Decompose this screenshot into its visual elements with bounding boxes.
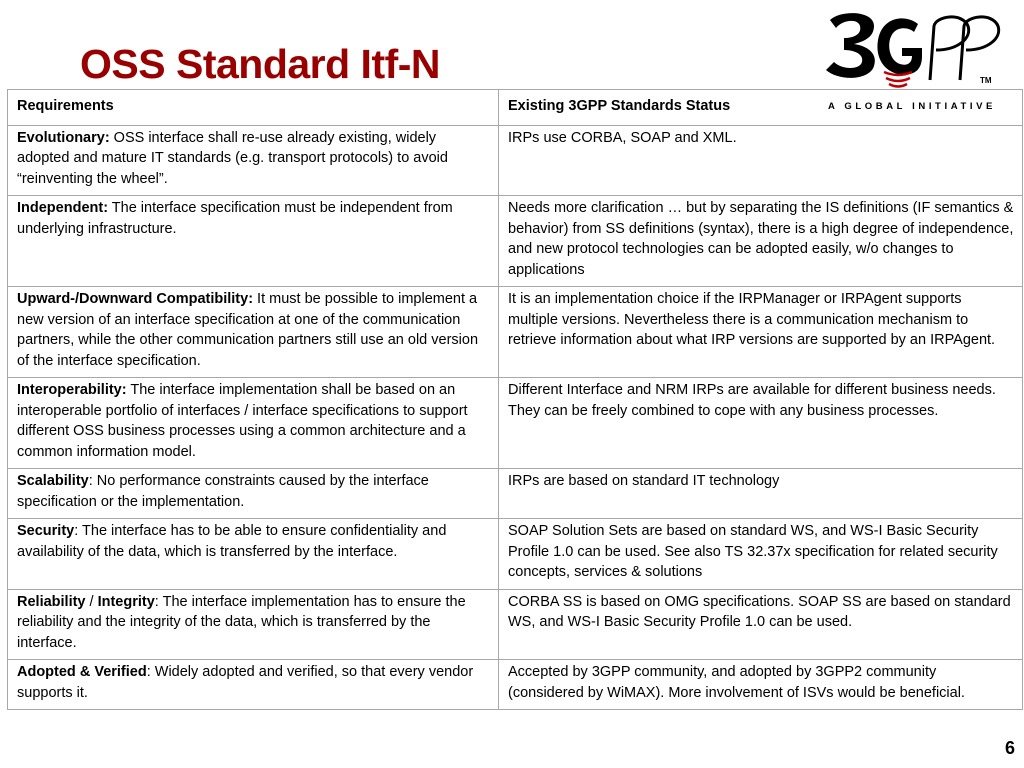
requirement-cell bbox=[8, 287, 499, 378]
status-cell: Accepted by 3GPP community, and adopted by 3GPP2 community (considered by WiMAX). More involvement of ISVs would be beneficial. bbox=[499, 660, 1023, 710]
header-requirements: Requirements bbox=[8, 90, 499, 126]
requirement-term-2: Integrity bbox=[97, 593, 155, 610]
requirement-cell bbox=[8, 660, 499, 710]
requirement-term: Security bbox=[17, 523, 75, 539]
requirement-cell bbox=[8, 378, 499, 469]
requirement-term: Upward-/Downward Compatibility: bbox=[17, 291, 254, 307]
requirement-text: : The interface implementation has to ensure the reliability and the integrity of the data, which is transferred by the interface. bbox=[17, 593, 466, 651]
requirement-term: Scalability bbox=[17, 473, 89, 489]
logo-tagline: A GLOBAL INITIATIVE bbox=[828, 101, 996, 112]
status-cell: IRPs are based on standard IT technology bbox=[499, 469, 1023, 519]
requirement-term: Adopted & Verified bbox=[17, 664, 147, 680]
requirement-term: Evolutionary: bbox=[17, 129, 110, 146]
page-number: 6 bbox=[1004, 738, 1015, 758]
requirement-text: OSS interface shall re-use already existing, widely adopted and mature IT standards (e.g. transport protocols) to avoid “reinventing the wheel”. bbox=[17, 129, 448, 187]
status-cell: Needs more clarification … but by separating the IS definitions (IF semantics & behavior) from SS definitions (syntax), there is a high degree of independence, and new protocol technologies can be adopted easily, w/o changes to applications bbox=[499, 196, 1023, 287]
table-row bbox=[8, 660, 1023, 710]
requirement-cell bbox=[8, 125, 499, 196]
requirement-text: It must be possible to implement a new version of an interface specification at one of the communication partners, while the other communication partners still use an old version of the interface specification. bbox=[17, 291, 479, 369]
requirement-cell bbox=[8, 589, 499, 660]
requirement-term: Interoperability: bbox=[17, 382, 127, 398]
status-cell: IRPs use CORBA, SOAP and XML. bbox=[499, 125, 1023, 196]
requirement-term: Reliability bbox=[17, 593, 86, 610]
requirement-cell bbox=[8, 469, 499, 519]
requirements-table bbox=[7, 89, 1023, 710]
requirement-text: The interface implementation shall be based on an interoperable portfolio of interfaces / interface specifications to support different OSS business processes using a common architecture and a common information model. bbox=[17, 382, 468, 460]
slide-title: OSS Standard Itf-N bbox=[80, 41, 441, 87]
requirement-text: The interface specification must be independent from underlying infrastructure. bbox=[17, 200, 453, 237]
status-cell: It is an implementation choice if the IRPManager or IRPAgent supports multiple versions. Nevertheless there is a communication mechanism to retrieve information about what IRP versions are supported by an IRPAgent. bbox=[499, 287, 1023, 378]
requirement-term-separator: / bbox=[85, 593, 98, 610]
status-cell: CORBA SS is based on OMG specifications. SOAP SS are based on standard WS, and WS-I Basic Security Profile 1.0 can be used. bbox=[499, 589, 1023, 660]
status-cell: Different Interface and NRM IRPs are available for different business needs. They can be freely combined to cope with any business processes. bbox=[499, 378, 1023, 469]
header-status: Existing 3GPP Standards Status bbox=[499, 90, 1023, 126]
requirement-text: : The interface has to be able to ensure confidentiality and availability of the data, which is transferred by the interface. bbox=[17, 523, 447, 560]
requirement-text: : No performance constraints caused by the interface specification or the implementation. bbox=[17, 473, 429, 510]
status-cell: SOAP Solution Sets are based on standard WS, and WS-I Basic Security Profile 1.0 can be used. See also TS 32.37x specification for related security concepts, services & solutions bbox=[499, 519, 1023, 590]
table-header-row bbox=[8, 90, 1023, 126]
requirement-cell bbox=[8, 519, 499, 590]
requirement-term: Independent: bbox=[17, 200, 109, 216]
table-row bbox=[8, 196, 1023, 287]
table-row bbox=[8, 589, 1023, 660]
table-row bbox=[8, 125, 1023, 196]
table-row bbox=[8, 287, 1023, 378]
table-row bbox=[8, 469, 1023, 519]
table-row bbox=[8, 378, 1023, 469]
table-row bbox=[8, 519, 1023, 590]
requirement-cell bbox=[8, 196, 499, 287]
logo-trademark: TM bbox=[980, 76, 992, 85]
requirement-text: : Widely adopted and verified, so that every vendor supports it. bbox=[17, 664, 474, 701]
